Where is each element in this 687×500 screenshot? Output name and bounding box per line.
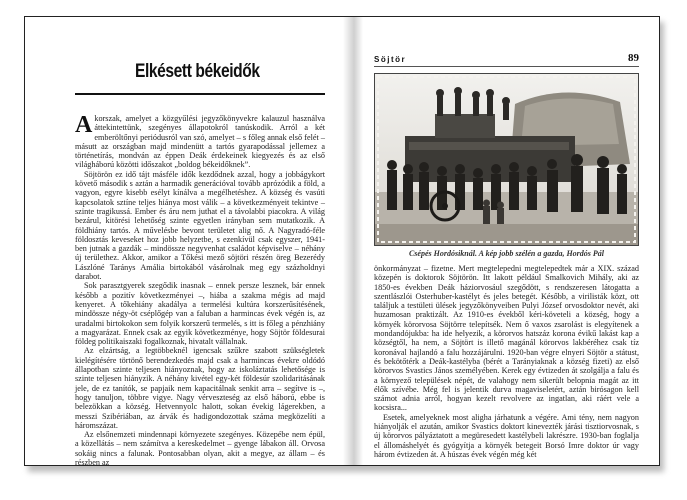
left-page [25,17,343,465]
drop-cap: A [75,112,93,138]
header-rule [374,66,639,67]
body-paragraph: A korszak, amelyet a közgyűlési jegyzőkönyvekre kalauzul használva áttekintettünk, szegényes állapotokról tanúskodik. Arról a két emberöltőnyi periódusról van szó, amelyet – s főleg annak első felét – másutt az országban majd mindenütt a tartós gyarapodással jellemez a történetírás, mondván az éppen Deák érdekeinek kiegyezés és az első világháború közötti időszakot „boldog békeidőknek”. [75,112,325,170]
page-number: 89 [628,52,639,64]
body-paragraph: Az elzártság, a legtöbbeknél igencsak szűkre szabott szükségletek kielégítésére törtönő berendezkedés majd csak a harmincas évekre oldódó állapotban szinte teljesen hiányoznak, hogy az iskoláztatás lehetősége is szinte teljesen hiányzik. A néhány kivétel egy-két földesúr szolidaritásának jele, de ez tanítók, se papjaik nem kapacitálnak senkit arra – segítve is –, hogy tanuljon, többre vigye. Nagy vérveszteség az első háború, ebbe is belezökkan a község. Hetvennyolc halott, sokan évekig lágerekben, a messzi Szibériában, az árvák és hadigondozottak száma megközelíti a háromszázat. [75,346,325,430]
book-gutter [343,17,363,465]
threshing-photo-illustration [375,74,638,245]
threshing-photo [374,73,639,246]
body-paragraph: önkormányzat – fizetne. Mert megtelepedni megtelepedtek már a XIX. század közepén is doktorok Söjtörön. Itt lakott például Smalkovich Mihály, aki az 1850-es években Deák háziorvosául szegődött, s rendszeresen látogatta a szentlászlói Osterhuber-kastélyt és jeles betegét. Később, a virilisták közt, ott találjuk a testületi ülések jegyzőkönyveiben Pulyi József orvosdoktor nevét, aki huzamosan praktizált. Az 1910-es évekből kéri-követeli a község, hogy a környék körorvosa Söjtörre telepítsék. Nem ő vaxos zsarolást is elegyítenek a mondandójukba: ha ide helyezik, a körorvos hatszáz korona évikű lakást kap a községtől, ha nem, a Söjtört is illető magánál körorvos lakbéréhez csak tíz koronával hajlandó a falu hozzájárulni. 1920-ban végre elnyeri Söjtör a státust, és bekötőtérk a Deák-kastélyba (bérét a Tarányiaknak a község fizeti) az első körorvos Svastics János személyében. Kerek egy évtizeden át szolgálja a falu és a környező települések népét, de valahogy nem sikerült belopnia magát az itt élők szívébe. Még fel is jelentik durva magaviseletért, aztán birósagon kell számot adnia arról, hogyan kezelt revolvere az ingatlan, aki ráért vele a kocsisra... [374,264,639,413]
body-paragraph: Sok parasztgyerek szegődik inasnak – ennek persze lesznek, bár ennek később a pozitív következményei –, hiába a szakma mégis ad majd kenyeret. A tőkehiány akadálya a termelési kultúra korszerűsítésének, mindössze négy-öt cséplőgép van a faluban a harmincas évek végén is, az uradalmi birtokokon sem folyik korszerű termelés, s itt is főleg a pénzhiány a magyarázat. Ennek csak az egyik következménye, hogy Söjtör földesurai földeg politikaiszaki fogalkoznak, hivatalt vállalnak. [75,281,325,347]
right-body-text [374,264,639,459]
body-paragraph: Esetek, amelyeknek most aligha járhatunk a végére. Ami tény, nem nagyon hiányolják el azután, amikor Svastics doktort kinevezték járási tisztiorvosnak, s új körorvos pályáztatott a megüresedett kastélybeli lakrészre. 1930-ban foglalja el állomáshelyét és gyógyítja a környék betegeit Borsó Imre doktor úr vagy három évtizeden át. A húszas évek végén még két [374,412,639,459]
book-spread [24,16,660,466]
running-head: Söjtör [374,55,407,64]
right-page [363,17,661,465]
photo-caption: Csépés Hordósiknál. A kép jobb szélén a gazda, Hordós Pál [408,249,605,258]
left-body-text [75,114,325,467]
body-paragraph: Az elsőnemzeti mindennapi környezete szegényes. Közepébe nem épül, a közellátás – nem számítva a kereskedelmet – gyenge lábakon áll. Orvosa sokáig nincs a falunak. Pontosabban olyan, akit a megye, az állam – és részben az [75,430,325,467]
body-paragraph: Söjtörön ez idő tájt másféle idők kezdődnek azzal, hogy a jobbágykort követő második s aztán a harmadik generációval tovább aprózódik a föld, a vagyon, egyre kisebb esélyt kínálva a megélhetéshez. A község és vasúti kapcsolatok sztíne teljes hiánya most válik – a következményeit tekintve – szinte tragikussá. Ember és áru nem juthat el a távolabbi piacokra. A világ bezárul, kitörési lehetőség szinte egyetlen irányban sem mutatkozik. A földhiány tartós. A művelésbe bevont területet alig nő. A Nagyradó-féle földosztás keveseket hoz jobb helyzetbe, s ezenkívül csak egyszer, 1941-ben jutnak a gazdák – mindössze negyvenhat családot képviselve – néhány új területhez. Akkor, amikor a Tőkési mező söjtöri részén öreg Bezerédy Lászlóné Taránys Amália birtokából vásárolnak meg egy százholdnyi darabot. [75,169,325,282]
title-rule [75,93,325,95]
chapter-title: Elkésett békeidők [135,61,260,82]
